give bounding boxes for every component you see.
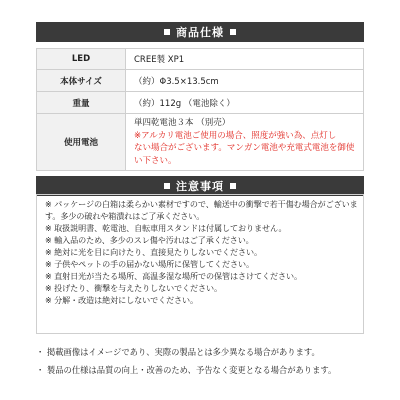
- spec-section-header: [36, 22, 364, 42]
- battery-warning-line: い下さい。: [134, 155, 177, 166]
- note-line: ※ 投げたり、衝撃を与えたりしないでください。: [45, 283, 223, 293]
- battery-warning-line: ない場合がございます。マンガン電池や充電式電池を御使: [134, 143, 355, 153]
- spec-label: LED: [37, 49, 126, 70]
- spec-section-title: 商品仕様: [176, 26, 224, 39]
- square-bullet-icon: [164, 183, 170, 189]
- square-bullet-icon: [230, 183, 236, 189]
- spec-label: 使用電池: [37, 114, 126, 171]
- notes-section-header: [36, 176, 364, 196]
- battery-warning-line: ※アルカリ電池ご使用の場合、照度が強い為、点灯し: [134, 130, 337, 141]
- spec-value: （約）Φ3.5×13.5cm: [126, 70, 364, 92]
- note-line: ※ 絶対に光を目に向けたり、直接見たりしないでください。: [45, 247, 262, 257]
- spec-row-size: [37, 70, 364, 92]
- spec-value: （約）112g （電池除く）: [126, 92, 364, 114]
- spec-row-battery: [37, 114, 364, 171]
- spec-table: [36, 48, 364, 171]
- note-line: ※ パッケージの白箱は柔らかい素材ですので、輸送中の衝撃で若干傷む場合がございま: [45, 199, 358, 209]
- spec-label: 重量: [37, 92, 126, 114]
- note-line: す。多少の破れや箱潰れはご了承ください。: [45, 211, 205, 221]
- notes-section-title: 注意事項: [176, 180, 224, 193]
- notes-box: [36, 194, 364, 334]
- square-bullet-icon: [230, 29, 236, 35]
- footer-line: ・ 製品の仕様は品質の向上・改善のため、予告なく変更となる場合があります。: [36, 365, 337, 375]
- spec-row-weight: [37, 92, 364, 114]
- note-line: ※ 輸入品のため、多少のスレ傷や汚れはご了承ください。: [45, 235, 254, 245]
- spec-value: CREE製 XP1: [126, 49, 364, 70]
- note-line: ※ 直射日光が当たる場所、高温多湿な場所での保管はさけてください。: [45, 271, 302, 281]
- square-bullet-icon: [164, 29, 170, 35]
- footer-notes: [36, 340, 364, 376]
- spec-row-led: [37, 49, 364, 70]
- spec-label: 本体サイズ: [37, 70, 126, 92]
- note-line: ※ 子供やペットの手の届かない場所に保管してください。: [45, 259, 255, 269]
- footer-line: ・ 掲載画像はイメージであり、実際の製品とは多少異なる場合があります。: [36, 347, 320, 357]
- note-line: ※ 取扱説明書、乾電池、自転車用スタンドは付属しておりません。: [45, 223, 287, 233]
- note-line: ※ 分解・改造は絶対にしないでください。: [45, 295, 199, 305]
- spec-value: 単四乾電池３本 （別売）: [134, 118, 231, 128]
- spec-value-battery: [126, 114, 364, 171]
